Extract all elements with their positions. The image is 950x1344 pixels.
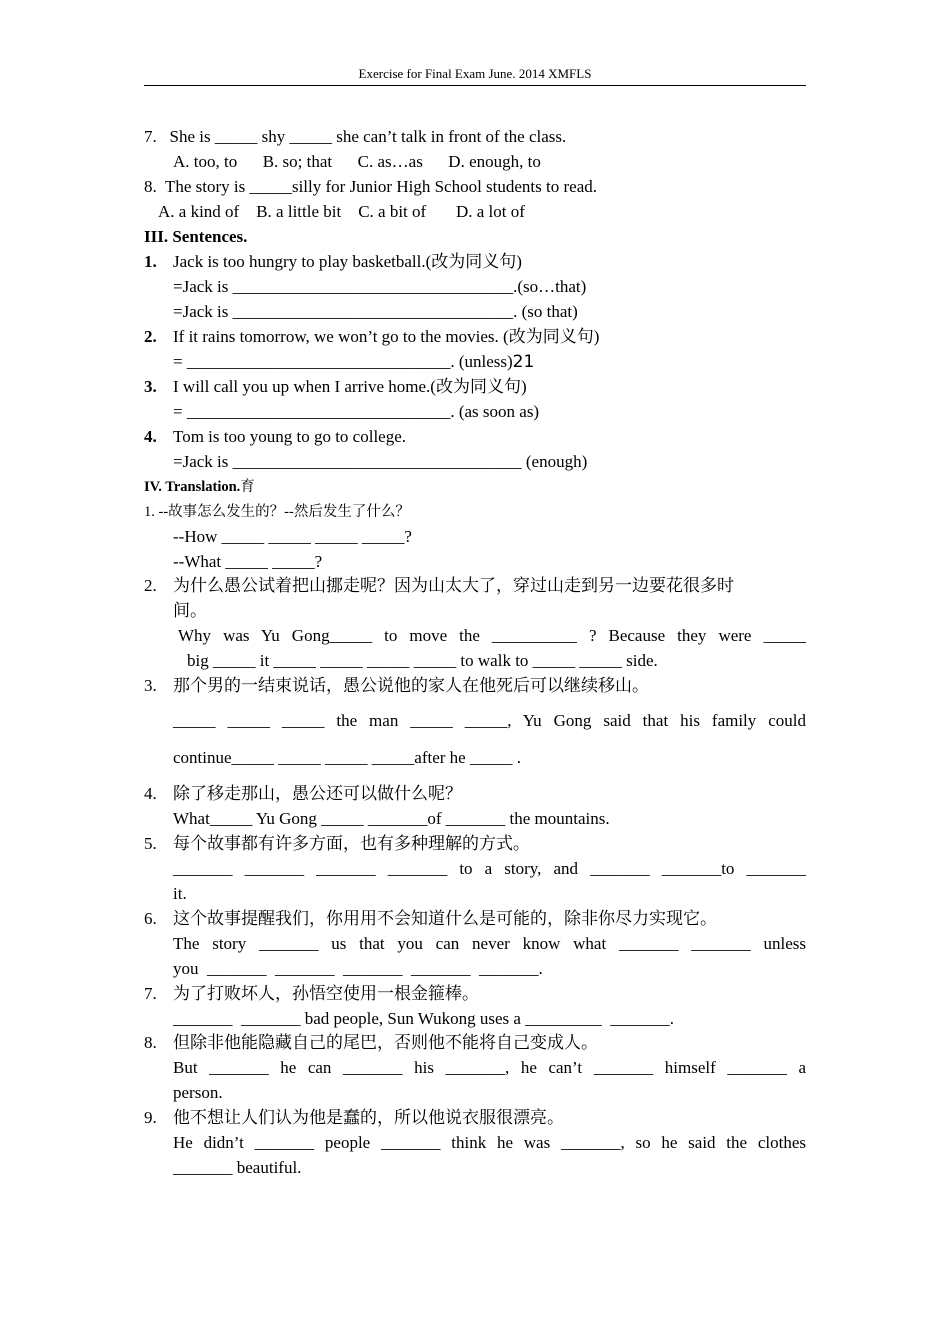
sentence-2-answer: = _______________________________. (unless)21 <box>173 352 535 372</box>
translation-3-number: 3. <box>144 676 157 695</box>
sentence-3-number: 3. <box>144 377 157 396</box>
section-translation-heading: IV. Translation.育 <box>144 479 255 495</box>
translation-8-number: 8. <box>144 1033 157 1052</box>
sentence-2-number: 2. <box>144 327 157 346</box>
translation-3-chinese: 那个男的一结束说话，愚公说他的家人在他死后可以继续移山。 <box>173 676 649 695</box>
translation-3-answer-1: _____ _____ _____ the man _____ _____, Yu Gong said that his family could <box>173 711 806 730</box>
translation-3-answer-2: continue_____ _____ _____ _____after he _____ . <box>173 748 521 767</box>
translation-2-answer-1: Why was Yu Gong_____ to move the __________ ? Because they were _____ <box>178 626 806 645</box>
sentence-4-number: 4. <box>144 427 157 446</box>
sentence-1-answer-1: =Jack is _________________________________.(so…that) <box>173 277 587 296</box>
translation-6-chinese: 这个故事提醒我们，你用用不会知道什么是可能的，除非你尽力实现它。 <box>173 909 717 928</box>
translation-4-chinese: 除了移走那山，愚公还可以做什么呢？ <box>173 784 462 803</box>
translation-5-chinese: 每个故事都有许多方面，也有多种理解的方式。 <box>173 834 530 853</box>
translation-7-number: 7. <box>144 984 157 1003</box>
translation-4-answer: What_____ Yu Gong _____ _______of _______ the mountains. <box>173 809 610 828</box>
section-sentences-heading: III. Sentences. <box>144 227 248 246</box>
translation-9-number: 9. <box>144 1108 157 1127</box>
translation-2-number: 2. <box>144 576 157 595</box>
question-7: 7. She is _____ shy _____ she can’t talk in front of the class. <box>144 127 567 146</box>
sentence-3-text: I will call you up when I arrive home.(改为同义句) <box>173 377 527 396</box>
stray-mark: 21 <box>512 352 535 372</box>
sentence-1-text: Jack is too hungry to play basketball.(改为同义句) <box>173 252 522 271</box>
sentence-2-text: If it rains tomorrow, we won’t go to the movies. (改为同义句) <box>173 327 600 346</box>
sentence-1-answer-2: =Jack is _________________________________. (so that) <box>173 302 578 321</box>
translation-1-answer-1: --How _____ _____ _____ _____? <box>173 527 412 546</box>
translation-2-chinese-1: 为什么愚公试着把山挪走呢？因为山太大了，穿过山走到另一边要花很多时 <box>173 576 734 595</box>
translation-8-answer-2: person. <box>173 1083 223 1102</box>
translation-8-chinese: 但除非他能隐藏自己的尾巴，否则他不能将自己变成人。 <box>173 1033 598 1052</box>
question-7-options: A. too, to B. so; that C. as…as D. enough, to <box>173 152 541 171</box>
translation-4-number: 4. <box>144 784 157 803</box>
translation-9-answer-2: _______ beautiful. <box>173 1158 302 1177</box>
question-8: 8. The story is _____silly for Junior High School students to read. <box>144 177 597 196</box>
header-divider <box>144 85 806 86</box>
sentence-1-number: 1. <box>144 252 157 271</box>
translation-6-answer-1: The story _______ us that you can never know what _______ _______ unless <box>173 934 806 953</box>
translation-6-number: 6. <box>144 909 157 928</box>
translation-1-chinese: 1. --故事怎么发生的？--然后发生了什么？ <box>144 504 410 520</box>
translation-5-answer-1: _______ _______ _______ _______ to a story, and _______ _______to _______ <box>173 859 806 878</box>
translation-5-answer-2: it. <box>173 884 187 903</box>
translation-8-answer-1: But _______ he can _______ his _______, he can’t _______ himself _______ a <box>173 1058 806 1077</box>
translation-6-answer-2: you _______ _______ _______ _______ _______. <box>173 959 543 978</box>
sentence-4-text: Tom is too young to go to college. <box>173 427 407 446</box>
translation-9-chinese: 他不想让人们认为他是蠢的，所以他说衣服很漂亮。 <box>173 1108 564 1127</box>
translation-1-answer-2: --What _____ _____? <box>173 552 323 571</box>
translation-9-answer-1: He didn’t _______ people _______ think he was _______, so he said the clothes <box>173 1133 806 1152</box>
translation-7-chinese: 为了打败坏人，孙悟空使用一根金箍棒。 <box>173 984 479 1003</box>
sentence-3-answer: = _______________________________. (as soon as) <box>173 402 540 421</box>
translation-2-answer-2: big _____ it _____ _____ _____ _____ to walk to _____ _____ side. <box>187 651 658 670</box>
translation-2-chinese-2: 间。 <box>173 601 207 620</box>
sentence-4-answer: =Jack is __________________________________ (enough) <box>173 452 588 471</box>
translation-7-answer: _______ _______ bad people, Sun Wukong uses a _________ _______. <box>173 1009 674 1028</box>
translation-5-number: 5. <box>144 834 157 853</box>
question-8-options: A. a kind of B. a little bit C. a bit of D. a lot of <box>158 202 525 221</box>
page-header: Exercise for Final Exam June. 2014 XMFLS <box>358 66 592 81</box>
